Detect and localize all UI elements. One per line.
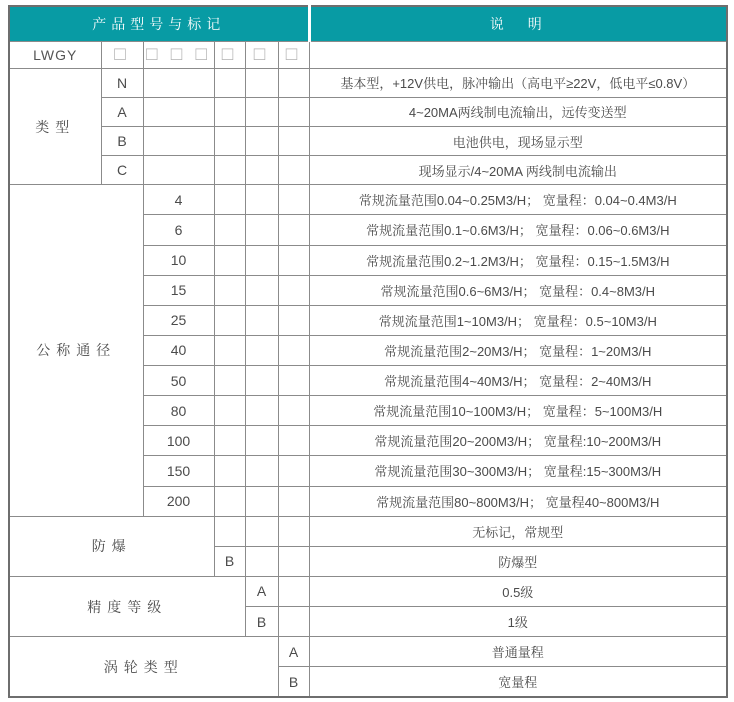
description-cell: 常规流量范围0.2~1.2M3/H； 宽量程：0.15~1.5M3/H [309, 245, 727, 275]
empty-cell [245, 305, 278, 335]
code-cell: 150 [143, 456, 214, 486]
code-cell: C [101, 156, 143, 185]
empty-cell [214, 68, 245, 97]
description-cell: 0.5级 [309, 576, 727, 606]
empty-cell [214, 97, 245, 126]
empty-cell [214, 127, 245, 156]
empty-cell [214, 396, 245, 426]
description-cell: 常规流量范围0.6~6M3/H； 宽量程：0.4~8M3/H [309, 275, 727, 305]
description-cell: 常规流量范围20~200M3/H； 宽量程:10~200M3/H [309, 426, 727, 456]
description-cell: 电池供电，现场显示型 [309, 127, 727, 156]
empty-cell [278, 68, 309, 97]
empty-cell [245, 456, 278, 486]
empty-cell [245, 127, 278, 156]
empty-cell [278, 607, 309, 637]
placeholder-box-icon: □ □ □ [143, 41, 214, 68]
empty-cell [214, 366, 245, 396]
empty-cell [214, 456, 245, 486]
table-row [9, 156, 727, 185]
empty-cell [214, 335, 245, 365]
code-cell: N [101, 68, 143, 97]
empty-cell [245, 426, 278, 456]
empty-cell [143, 68, 214, 97]
empty-cell [245, 486, 278, 516]
section-label-explosion-proof: 防爆 [9, 516, 214, 576]
description-cell: 常规流量范围4~40M3/H； 宽量程：2~40M3/H [309, 366, 727, 396]
description-cell: 现场显示/4~20MA 两线制电流输出 [309, 156, 727, 185]
table-row [9, 185, 727, 215]
header-description-label: 说 明 [309, 6, 727, 41]
placeholder-box-icon: □ [245, 41, 278, 68]
table-row [9, 68, 727, 97]
code-cell [214, 516, 245, 546]
empty-cell [143, 156, 214, 185]
code-cell: A [278, 637, 309, 667]
description-cell: 普通量程 [309, 637, 727, 667]
table-row [9, 97, 727, 126]
code-cell: A [101, 97, 143, 126]
empty-cell [214, 305, 245, 335]
empty-cell [278, 127, 309, 156]
empty-cell [278, 156, 309, 185]
code-cell: 15 [143, 275, 214, 305]
empty-cell [278, 215, 309, 245]
empty-cell [214, 275, 245, 305]
section-label-diameter: 公称通径 [9, 185, 143, 516]
description-cell: 常规流量范围0.04~0.25M3/H； 宽量程：0.04~0.4M3/H [309, 185, 727, 215]
description-cell: 基本型，+12V供电，脉冲输出（高电平≥22V，低电平≤0.8V） [309, 68, 727, 97]
placeholder-box-icon: □ [278, 41, 309, 68]
empty-cell [278, 576, 309, 606]
description-cell: 宽量程 [309, 667, 727, 697]
empty-cell [278, 516, 309, 546]
code-cell: B [278, 667, 309, 697]
code-cell: 25 [143, 305, 214, 335]
empty-cell [245, 97, 278, 126]
code-cell: B [101, 127, 143, 156]
code-cell: 4 [143, 185, 214, 215]
table-row [9, 516, 727, 546]
empty-cell [278, 486, 309, 516]
table-row [9, 637, 727, 667]
table-row [9, 127, 727, 156]
empty-cell [245, 185, 278, 215]
empty-cell [278, 185, 309, 215]
empty-cell [214, 215, 245, 245]
model-name: LWGY [9, 41, 101, 68]
code-cell: 80 [143, 396, 214, 426]
description-cell: 常规流量范围2~20M3/H； 宽量程：1~20M3/H [309, 335, 727, 365]
empty-cell [245, 546, 278, 576]
empty-cell [245, 275, 278, 305]
empty-cell [245, 396, 278, 426]
empty-cell [278, 97, 309, 126]
section-label-turbine-type: 涡轮类型 [9, 637, 278, 697]
section-label-accuracy: 精度等级 [9, 576, 245, 636]
empty-cell [278, 245, 309, 275]
model-selection-table [8, 5, 728, 698]
empty-cell [278, 546, 309, 576]
description-cell: 常规流量范围1~10M3/H； 宽量程：0.5~10M3/H [309, 305, 727, 335]
placeholder-box-icon: □ [101, 41, 143, 68]
empty-cell [214, 426, 245, 456]
empty-cell [245, 366, 278, 396]
empty-cell [214, 245, 245, 275]
code-cell: 40 [143, 335, 214, 365]
empty-cell [245, 516, 278, 546]
empty-cell [245, 335, 278, 365]
description-cell: 常规流量范围30~300M3/H； 宽量程:15~300M3/H [309, 456, 727, 486]
empty-cell [245, 156, 278, 185]
empty-cell [245, 215, 278, 245]
table-row [9, 576, 727, 606]
description-cell: 4~20MA两线制电流输出，远传变送型 [309, 97, 727, 126]
code-cell: A [245, 576, 278, 606]
empty-cell [278, 366, 309, 396]
code-cell: 50 [143, 366, 214, 396]
empty-cell [214, 486, 245, 516]
description-cell: 常规流量范围10~100M3/H； 宽量程：5~100M3/H [309, 396, 727, 426]
table-row [9, 41, 727, 68]
empty-cell [278, 396, 309, 426]
empty-cell [214, 185, 245, 215]
empty-cell [278, 426, 309, 456]
code-cell: 200 [143, 486, 214, 516]
empty-cell [245, 245, 278, 275]
code-cell: 6 [143, 215, 214, 245]
empty-cell [278, 456, 309, 486]
empty-cell [245, 68, 278, 97]
empty-cell [214, 156, 245, 185]
code-cell: B [245, 607, 278, 637]
empty-cell [278, 275, 309, 305]
empty-cell [309, 41, 727, 68]
empty-cell [278, 335, 309, 365]
description-cell: 常规流量范围80~800M3/H； 宽量程40~800M3/H [309, 486, 727, 516]
description-cell: 1级 [309, 607, 727, 637]
description-cell: 无标记，常规型 [309, 516, 727, 546]
table-header-row [9, 6, 727, 41]
code-cell: 100 [143, 426, 214, 456]
placeholder-box-icon: □ [214, 41, 245, 68]
empty-cell [143, 97, 214, 126]
empty-cell [278, 305, 309, 335]
code-cell: 10 [143, 245, 214, 275]
code-cell: B [214, 546, 245, 576]
description-cell: 防爆型 [309, 546, 727, 576]
section-label-type: 类型 [9, 68, 101, 185]
description-cell: 常规流量范围0.1~0.6M3/H； 宽量程：0.06~0.6M3/H [309, 215, 727, 245]
header-model-label: 产品型号与标记 [9, 6, 309, 41]
empty-cell [143, 127, 214, 156]
